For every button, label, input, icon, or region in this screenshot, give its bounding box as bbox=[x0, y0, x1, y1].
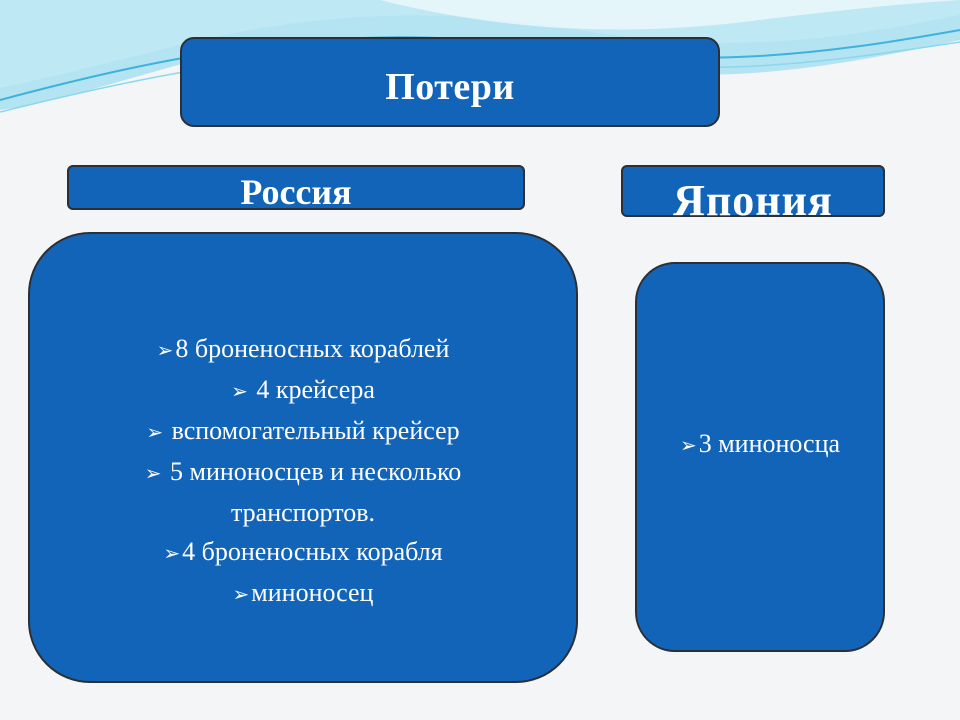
arrowhead-bullet-icon: ➢ bbox=[231, 379, 248, 403]
arrowhead-bullet-icon: ➢ bbox=[232, 582, 250, 606]
russia-heading-box bbox=[67, 165, 525, 210]
russia-heading: Россия bbox=[240, 172, 352, 212]
russia-losses-list bbox=[30, 329, 576, 614]
list-item: ➢3 миноносца bbox=[679, 429, 841, 458]
russia-losses-card bbox=[28, 232, 578, 683]
arrowhead-bullet-icon: ➢ bbox=[146, 420, 164, 444]
list-item: ➢миноносец bbox=[232, 578, 374, 607]
list-item: ➢ 5 миноносцев и несколько транспортов. bbox=[144, 457, 462, 527]
japan-heading-box bbox=[621, 165, 885, 225]
list-item: ➢ вспомогательный крейсер bbox=[146, 416, 460, 445]
list-item: ➢4 броненосных корабля bbox=[163, 537, 443, 566]
title-box bbox=[180, 37, 720, 127]
arrowhead-bullet-icon: ➢ bbox=[163, 541, 181, 565]
japan-heading: Япония bbox=[673, 176, 833, 225]
japan-losses-list bbox=[637, 426, 883, 463]
list-item: ➢ 4 крейсера bbox=[231, 375, 375, 404]
page-title: Потери bbox=[385, 66, 515, 108]
arrowhead-bullet-icon: ➢ bbox=[679, 433, 697, 457]
arrowhead-bullet-icon: ➢ bbox=[144, 461, 162, 485]
list-item: ➢8 броненосных кораблей bbox=[156, 334, 450, 363]
arrowhead-bullet-icon: ➢ bbox=[156, 338, 174, 362]
japan-losses-card bbox=[635, 262, 885, 652]
